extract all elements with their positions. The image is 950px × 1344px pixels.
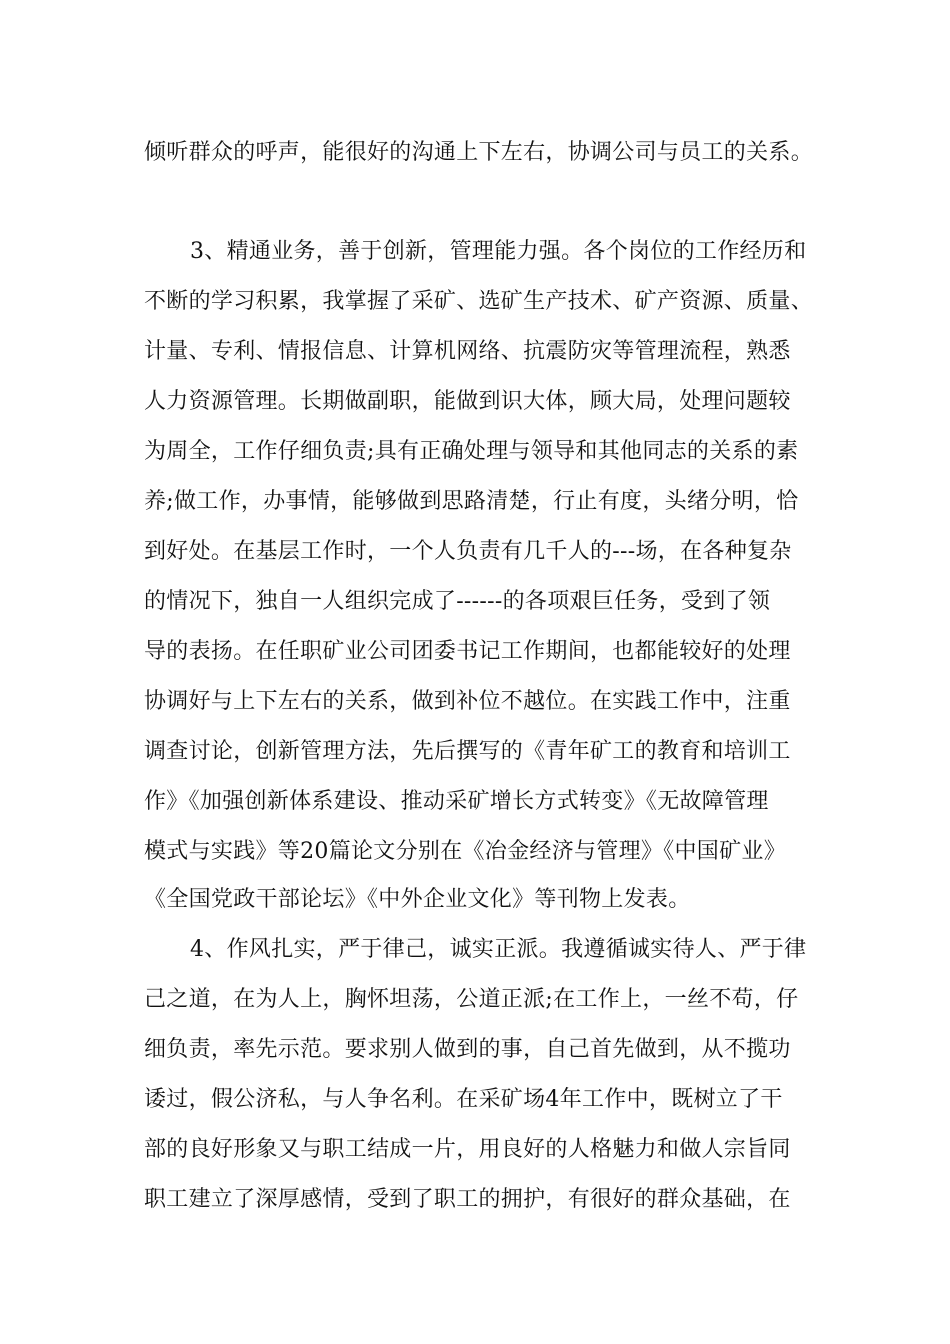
paragraph-line: 诿过，假公济私，与人争名利。在采矿场4年工作中，既树立了干 [144,1087,783,1112]
paragraph-line: 为周全，工作仔细负责;具有正确处理与领导和其他同志的关系的素 [144,439,799,464]
paragraph-line: 倾听群众的呼声，能很好的沟通上下左右，协调公司与员工的关系。 [144,140,814,165]
paragraph-line: 《全国党政干部论坛》《中外企业文化》等刊物上发表。 [144,887,691,912]
paragraph-line: 计量、专利、情报信息、计算机网络、抗震防灾等管理流程，熟悉 [144,339,791,364]
paragraph-line: 3、精通业务，善于创新，管理能力强。各个岗位的工作经历和 [190,239,807,264]
paragraph-line: 4、作风扎实，严于律己，诚实正派。我遵循诚实待人、严于律 [190,937,807,962]
paragraph-line: 协调好与上下左右的关系，做到补位不越位。在实践工作中，注重 [144,689,791,714]
paragraph-line: 调查讨论，创新管理方法，先后撰写的《青年矿工的教育和培训工 [144,739,791,764]
paragraph-line: 到好处。在基层工作时，一个人负责有几千人的---场，在各种复杂 [144,539,792,564]
paragraph-line: 的情况下，独自一人组织完成了------的各项艰巨任务，受到了领 [144,589,771,614]
paragraph-line: 养;做工作，办事情，能够做到思路清楚，行止有度，头绪分明，恰 [144,489,799,514]
paragraph-line: 模式与实践》等20篇论文分别在《冶金经济与管理》《中国矿业》 [144,839,786,864]
paragraph-line: 部的良好形象又与职工结成一片，用良好的人格魅力和做人宗旨同 [144,1137,791,1162]
paragraph-line: 细负责，率先示范。要求别人做到的事，自己首先做到，从不揽功 [144,1037,791,1062]
paragraph-line: 作》《加强创新体系建设、推动采矿增长方式转变》《无故障管理 [144,789,769,814]
paragraph-line: 职工建立了深厚感情，受到了职工的拥护，有很好的群众基础，在 [144,1187,791,1212]
paragraph-line: 人力资源管理。长期做副职，能做到识大体，顾大局，处理问题较 [144,389,791,414]
paragraph-line: 己之道，在为人上，胸怀坦荡，公道正派;在工作上，一丝不苟，仔 [144,987,799,1012]
paragraph-line: 导的表扬。在任职矿业公司团委书记工作期间，也都能较好的处理 [144,639,791,664]
paragraph-line: 不断的学习积累，我掌握了采矿、选矿生产技术、矿产资源、质量、 [144,289,814,314]
